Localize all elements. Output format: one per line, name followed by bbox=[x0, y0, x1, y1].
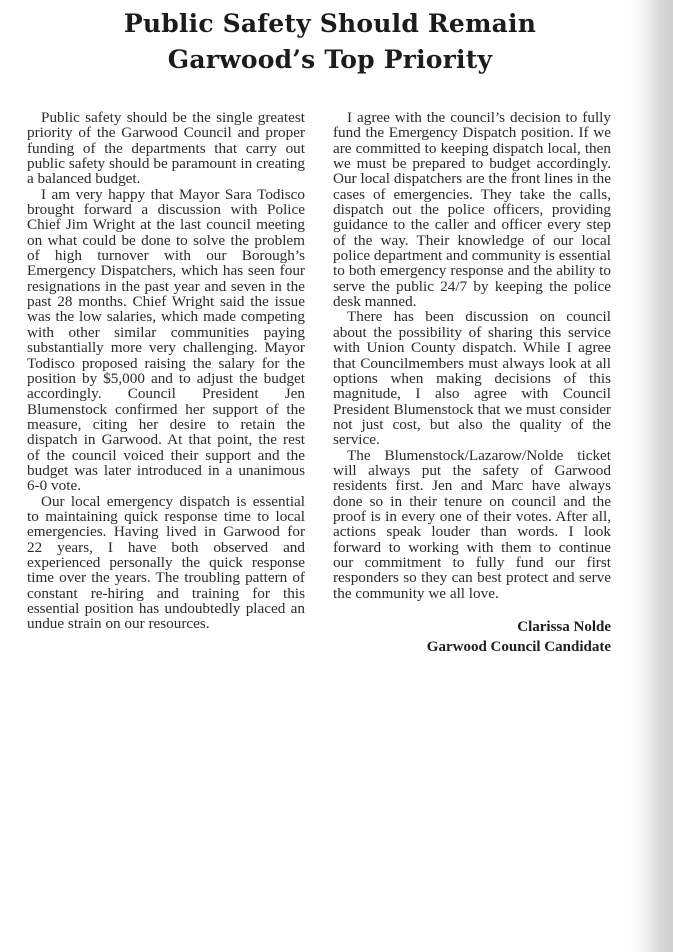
paragraph: I agree with the council’s decision to fully fund the Emergency Dispatch position. If we are committed to keeping dispatch local, then we must be prepared to budget accordingly. Our local dispatchers are the front lines in the cases of emergencies. They take the calls, dispatch out the police officers, providing guidance to the caller and officer every step of the way. Their knowledge of our local police department and community is essential to both emergency response and the ability to serve the public 24/7 by keeping the police desk manned. bbox=[333, 109, 611, 311]
headline-line-1: Public Safety Should Remain bbox=[123, 9, 537, 38]
paragraph: Our local emergency dispatch is essential to maintaining quick response time to local emergencies. Having lived in Garwood for 22 years, I have both observed and experienced personally the quick response time over the years. The troubling pattern of constant re-hiring and training for this essential position has undoubtedly placed an undue strain on our resources. bbox=[27, 492, 305, 633]
article-column-left bbox=[27, 110, 305, 632]
author-title: Garwood Council Candidate bbox=[426, 639, 611, 655]
article-column-right bbox=[333, 110, 611, 657]
paragraph: I am very happy that Mayor Sara Todisco brought forward a discussion with Police Chief Jim Wright at the last council meeting on what could be done to solve the problem of high turnover with our Borough’s Emergency Dispatchers, which has seen four resignations in the past year and seven in the past 28 months. Chief Wright said the issue was the low salaries, which made competing with other similar communities paying substantially more very challenging. Mayor Todisco proposed raising the salary for the position by $5,000 and to adjust the budget accordingly. Council President Jen Blumenstock confirmed her support of the measure, citing her desire to retain the dispatch in Garwood. At that point, the rest of the council voiced their support and the budget was later introduced in a unanimous 6-0 vote. bbox=[27, 185, 305, 495]
paragraph: There has been discussion on council about the possibility of sharing this service with Union County dispatch. While I agree that Councilmembers must always look at all options when making decisions of this magnitude, I also agree with Council President Blumenstock that we must consider not just cost, but also the quality of the service. bbox=[333, 308, 611, 449]
paragraph: The Blumenstock/Lazarow/Nolde ticket will always put the safety of Garwood residents first. Jen and Marc have always done so in their tenure on council and the proof is in every one of their votes. After all, actions speak louder than words. I look forward to working with them to continue our commitment to fully fund our first responders so they can best protect and serve the community we all love. bbox=[333, 446, 611, 602]
author-signature bbox=[333, 617, 611, 657]
headline-line-2: Garwood’s Top Priority bbox=[167, 45, 493, 74]
paragraph: Public safety should be the single greatest priority of the Garwood Council and proper funding of the departments that carry out public safety should be paramount in creating a balanced budget. bbox=[27, 109, 305, 188]
author-name: Clarissa Nolde bbox=[517, 619, 611, 635]
article-headline bbox=[20, 6, 640, 78]
